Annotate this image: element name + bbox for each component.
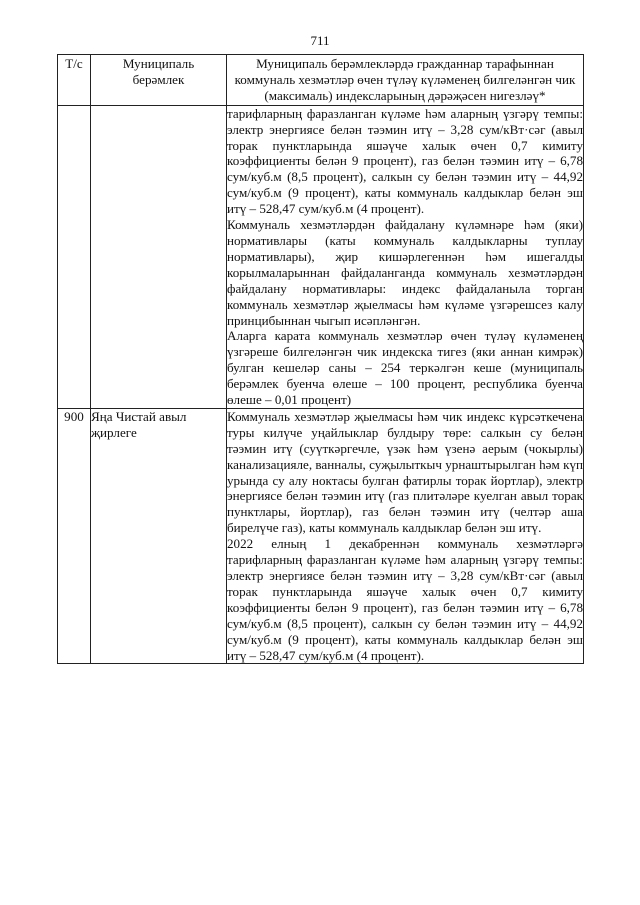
row-justification: [227, 408, 584, 664]
header-municipality: Муниципаль берәмлек: [91, 55, 227, 106]
row-municipality: Яңа Чистай авыл җирлеге: [91, 408, 227, 664]
table-row: [58, 105, 584, 408]
indices-table: [57, 54, 584, 664]
row-number: [58, 105, 91, 408]
row-municipality: [91, 105, 227, 408]
paragraph: Коммуналь хезмәтләрдән файдалану күләмнәре һәм (яки) нормативлары (каты коммуналь калдыкларны туплау нормативлары), җир кишәрлегеннән һәм ишегалды корылмаларыннан файдаланганда коммуналь хезмәтләрдән файдалану нормативлары: индекс файдаланыла торган коммуналь хезмәтләр җыелмасы һәм күләме үзгәрешсез калу принцибыннан чыгып исәпләнгән.: [227, 217, 583, 328]
row-justification: [227, 105, 584, 408]
row-number: 900: [58, 408, 91, 664]
paragraph: тарифларның фаразланган күләме һәм аларның үзгәрү темпы: электр энергиясе белән тәэмин итү – 3,28 сум/кВт·сәг (авыл торак пунктларында яшәүче халык өчен 0,7 кимиту коэффициенты белән 9 процент), газ белән тәэмин итү – 6,78 сум/куб.м (8,5 процент), салкын су белән тәэмин итү – 44,92 сум/куб.м (9 процент), каты коммуналь калдыклар белән эш итү – 528,47 сум/куб.м (4 процент).: [227, 105, 583, 217]
header-number: Т/с: [58, 55, 91, 106]
paragraph: Коммуналь хезмәтләр җыелмасы һәм чик индекс күрсәткечена туры килүче уңайлыклар булдыру төре: салкын су белән тәэмин итү (суүткәргечле, үзәк һәм үзенә аерым (чокырлы) канализацияле, ванналы, суҗылыткыч урнаштырылган һәм күп урында су алу ноктасы булган фатирлы торак йортлар), электр энергиясе белән тәэмин итү (газ плитәләре куелган авыл торак пунктлары, йортлар), газ белән тәэмин итү (челтәр аша бирелүче газ), каты коммуналь калдыклар белән эш итү.: [227, 408, 583, 536]
table-header-row: [58, 55, 584, 106]
page-number: 711: [310, 33, 330, 48]
paragraph: 2022 елның 1 декабреннән коммуналь хезмәтләргә тарифларның фаразланган күләме һәм аларның үзгәрү темпы: электр энергиясе белән тәэмин итү – 3,28 сум/кВт·сәг (авыл торак пунктларында яшәүче халык өчен 0,7 кимиту коэффициенты белән 9 процент), газ белән тәэмин итү – 6,78 сум/куб.м (8,5 процент), салкын су белән тәэмин итү – 44,92 сум/куб.м (9 процент), каты коммуналь калдыклар белән эш итү – 528,47 сум/куб.м (4 процент).: [227, 536, 583, 663]
paragraph: Аларга карата коммуналь хезмәтләр өчен түләү күләменең үзгәреше билгеләнгән чик индекска тигез (яки аннан кимрәк) булган кешеләр саны – 254 теркәлгән кеше (муниципаль берәмлек буенча өлеше – 100 процент, республика буенча өлеше – 0,01 процент): [227, 328, 583, 408]
table-row: [58, 408, 584, 664]
header-justification: Муниципаль берәмлекләрдә гражданнар тарафыннан коммуналь хезмәтләр өчен түләү күләменең билгеләнгән чик (максималь) индексларының дәрәҗәсен нигезләү*: [227, 55, 584, 106]
